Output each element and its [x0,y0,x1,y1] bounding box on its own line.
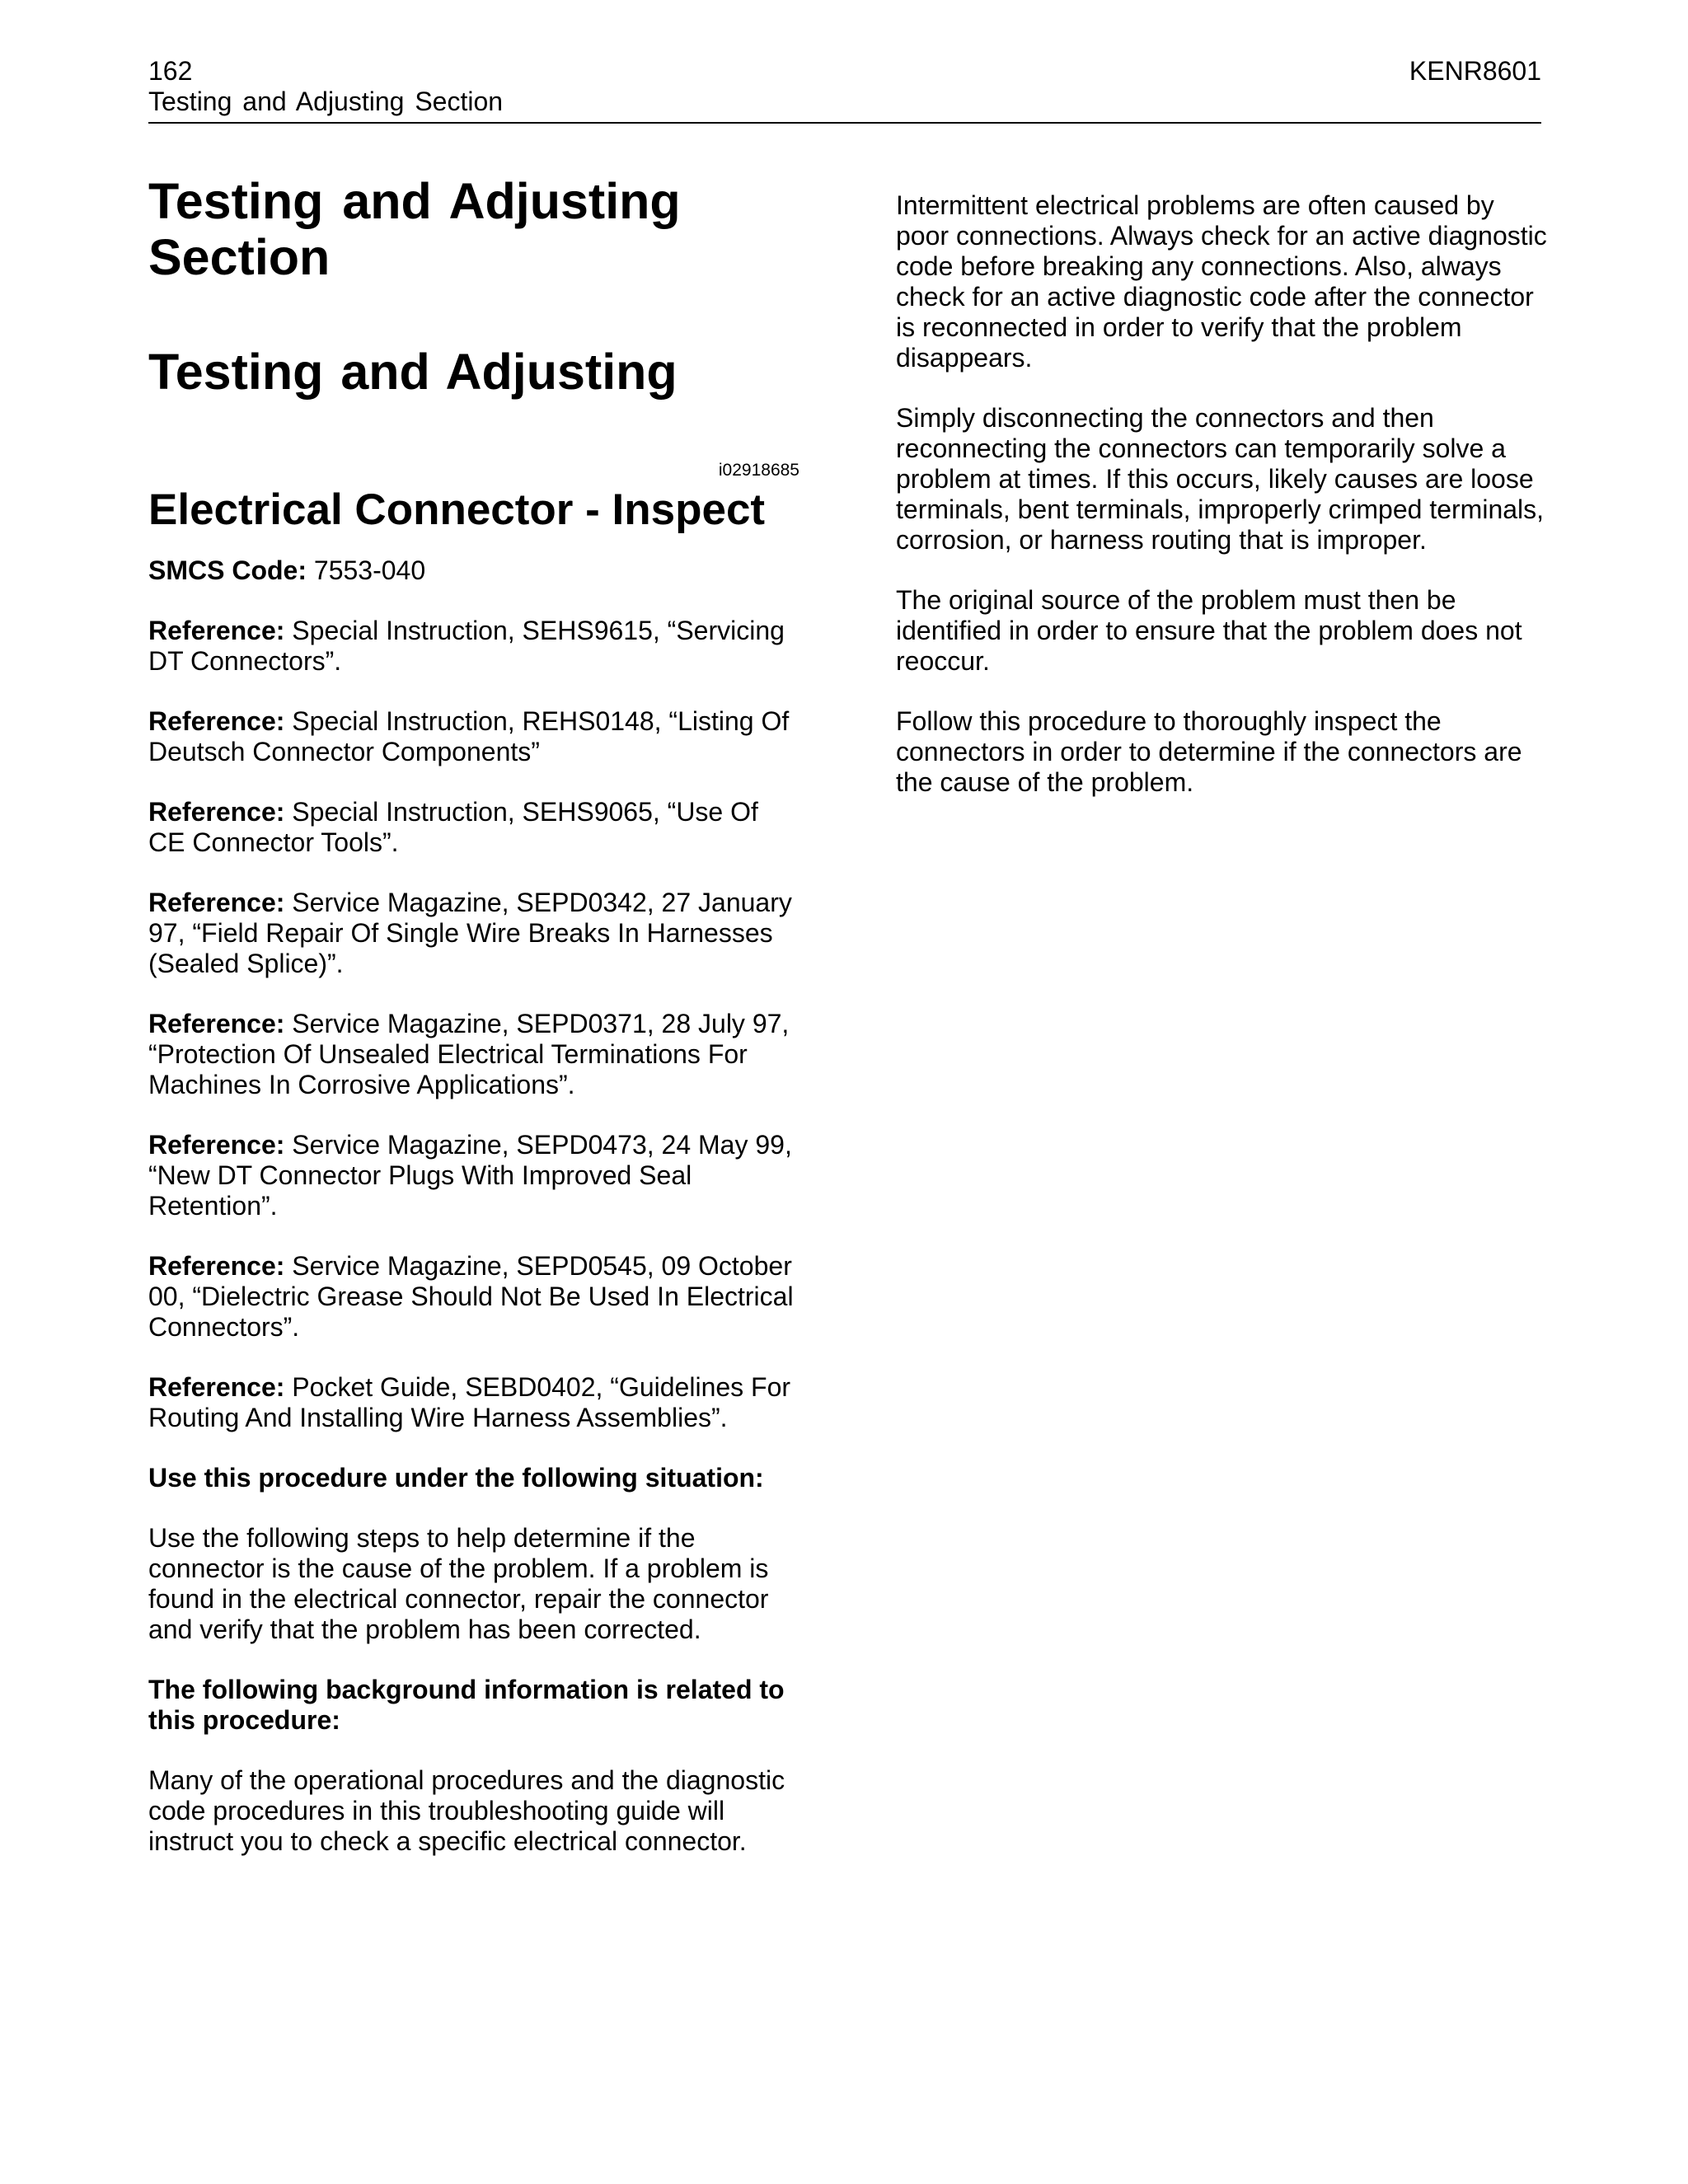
reference-label: Reference: [148,706,285,736]
reference-text: Pocket Guide, SEBD0402, “Guidelines For Routing And Installing Wire Harness Assemblies”. [148,1372,791,1432]
reference-text: Special Instruction, SEHS9615, “Servicing DT Connectors”. [148,616,785,676]
reference-text: Special Instruction, REHS0148, “Listing Of Deutsch Connector Components” [148,706,790,766]
body-paragraph: The original source of the problem must then be identified in order to ensure that the problem does not reoccur. [896,585,1522,676]
document-reference-id: i02918685 [718,461,799,480]
reference-label: Reference: [148,1251,285,1281]
left-column [148,173,799,1857]
subsection-title: Testing and Adjusting [148,344,678,400]
reference-item [148,706,799,767]
header-section-name: Testing and Adjusting Section [148,87,504,116]
right-column [896,190,1547,798]
reference-item [148,797,799,858]
reference-item [148,1130,799,1221]
topic-title: Electrical Connector - Inspect [148,485,766,534]
reference-text: Service Magazine, SEPD0371, 28 July 97, “Protection Of Unsealed Electrical Terminations For Machines In Corrosive Applications”. [148,1009,790,1099]
smcs-code [148,555,799,586]
reference-item [148,888,799,979]
reference-text: Special Instruction, SEHS9065, “Use Of CE Connector Tools”. [148,797,758,857]
reference-label: Reference: [148,1009,285,1038]
reference-item [148,1009,799,1100]
reference-label: Reference: [148,888,285,917]
body-paragraph: Simply disconnecting the connectors and then reconnecting the connectors can temporarily solve a problem at times. If this occurs, likely causes are loose terminals, bent terminals, improperly crimped terminals, corrosion, or harness routing that is improper. [896,403,1545,555]
background-text: Many of the operational procedures and the diagnostic code procedures in this troubleshooting guide will instruct you to check a specific electrical connector. [148,1765,785,1856]
page-header [148,54,1541,124]
page-number: 162 [148,56,193,86]
smcs-label: SMCS Code: [148,555,307,585]
reference-label: Reference: [148,797,285,827]
reference-label: Reference: [148,1372,285,1402]
section-title: Testing and Adjusting Section [148,173,681,285]
reference-label: Reference: [148,1130,285,1160]
reference-item [148,616,799,677]
smcs-value: 7553-040 [307,555,426,585]
reference-label: Reference: [148,616,285,645]
body-paragraph: Follow this procedure to thoroughly inspect the connectors in order to determine if the connectors are the cause of the problem. [896,706,1522,797]
situation-text: Use the following steps to help determine if the connector is the cause of the problem. If a problem is found in the electrical connector, repair the connector and verify that the problem has been corrected. [148,1523,769,1644]
reference-text: Service Magazine, SEPD0545, 09 October 00, “Dielectric Grease Should Not Be Used In Electrical Connectors”. [148,1251,794,1342]
reference-item [148,1372,799,1433]
reference-text: Service Magazine, SEPD0342, 27 January 97, “Field Repair Of Single Wire Breaks In Harnesses (Sealed Splice)”. [148,888,792,978]
document-id: KENR8601 [1409,56,1541,86]
reference-text: Service Magazine, SEPD0473, 24 May 99, “New DT Connector Plugs With Improved Seal Retention”. [148,1130,792,1221]
situation-heading: Use this procedure under the following situation: [148,1463,764,1493]
reference-item [148,1251,799,1343]
body-paragraph: Intermittent electrical problems are often caused by poor connections. Always check for an active diagnostic code before breaking any connections. Also, always check for an active diagnostic code after the connector is reconnected in order to verify that the problem disappears. [896,190,1547,373]
background-heading: The following background information is related to this procedure: [148,1675,785,1735]
